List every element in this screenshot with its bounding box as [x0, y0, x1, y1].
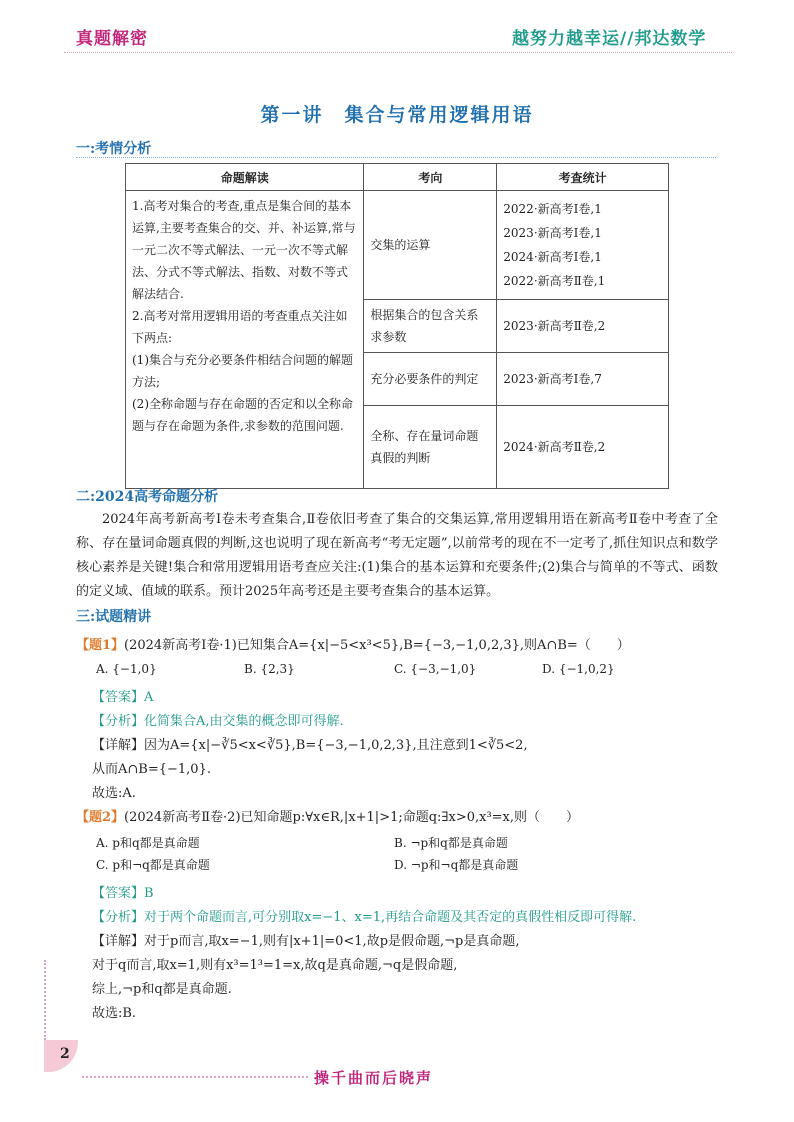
question-tag: 【题1】 [76, 638, 125, 653]
detail-line: 从而A∩B={−1,0}. [92, 762, 211, 777]
table-row [126, 191, 669, 300]
topic-cell: 充分必要条件的判定 [364, 353, 497, 406]
topic-cell: 全称、存在量词命题真假的判断 [364, 406, 497, 489]
stats-cell [497, 191, 669, 300]
option-a: A. p和q都是真命题 [96, 836, 200, 850]
detail-line: 【详解】对于p而言,取x=−1,则有|x+1|=0<1,故p是假命题,¬p是真命题, [92, 934, 520, 949]
header-divider [64, 52, 732, 53]
question-tag: 【题2】 [76, 810, 125, 825]
table-header-row [126, 164, 669, 191]
stat-line: 2023·新高考Ⅰ卷,1 [503, 226, 602, 240]
detail-line: 对于q而言,取x=1,则有x³=1³=1=x,故q是真命题,¬q是假命题, [92, 958, 458, 973]
interpretation-cell [126, 191, 364, 489]
option-d: D. {−1,0,2} [542, 662, 615, 676]
detail-line: 【详解】因为A={x|−∛5<x<∛5},B={−3,−1,0,2,3},且注意到1<∛5<2, [92, 738, 528, 753]
exam-analysis-table [125, 163, 669, 489]
option-c: C. p和¬q都是真命题 [96, 858, 210, 872]
option-c: C. {−3,−1,0} [394, 662, 477, 676]
header-right-slogan: 越努力越幸运//邦达数学 [512, 29, 707, 49]
page-title: 第一讲 集合与常用逻辑用语 [260, 104, 534, 126]
answer-label: 【答案】B [92, 886, 154, 901]
detail-line: 故选:B. [92, 1006, 137, 1021]
margin-decoration [44, 960, 46, 1040]
section-heading-problems: 三:试题精讲 [76, 609, 152, 625]
stat-line: 2023·新高考Ⅰ卷,7 [503, 372, 602, 386]
header-left-title: 真题解密 [76, 29, 148, 49]
table-header-cell: 命题解读 [126, 164, 364, 191]
question-1-stem [76, 634, 630, 653]
question-text: (2024新高考Ⅰ卷·1)已知集合A={x|−5<x³<5},B={−3,−1,0,2,3},则A∩B=（ ） [124, 638, 630, 653]
footer-motto: 操千曲而后晓声 [314, 1069, 434, 1087]
question-text: (2024新高考Ⅱ卷·2)已知命题p:∀x∈R,|x+1|>1;命题q:∃x>0,x³=x,则（ ） [124, 810, 580, 825]
stats-cell [497, 300, 669, 353]
option-b: B. {2,3} [244, 662, 295, 676]
stats-cell [497, 406, 669, 489]
analysis-label: 【分析】对于两个命题而言,可分别取x=−1、x=1,再结合命题及其否定的真假性相反即可得解. [92, 910, 637, 925]
interpretation-paragraph: (1)集合与充分必要条件相结合问题的解题方法; [132, 353, 353, 389]
topic-cell: 交集的运算 [364, 191, 497, 300]
stat-line: 2023·新高考Ⅱ卷,2 [503, 319, 606, 333]
analysis-label: 【分析】化简集合A,由交集的概念即可得解. [92, 714, 344, 729]
interpretation-paragraph: 2.高考对常用逻辑用语的考查重点关注如下两点: [132, 309, 348, 345]
stat-line: 2022·新高考Ⅱ卷,1 [503, 274, 606, 288]
stat-line: 2024·新高考Ⅱ卷,2 [503, 440, 606, 454]
topic-cell: 根据集合的包含关系求参数 [364, 300, 497, 353]
answer-label: 【答案】A [92, 690, 154, 705]
footer-divider [82, 1076, 308, 1078]
option-b: B. ¬p和q都是真命题 [394, 836, 508, 850]
stat-line: 2024·新高考Ⅰ卷,1 [503, 250, 602, 264]
detail-line: 故选:A. [92, 786, 136, 801]
section-heading-analysis: 一:考情分析 [76, 141, 152, 157]
detail-line: 综上,¬p和q都是真命题. [92, 982, 232, 997]
table-header-cell: 考向 [364, 164, 497, 191]
section-heading-2024: 二:2024高考命题分析 [76, 489, 219, 505]
analysis-paragraph: 2024年高考新高考Ⅰ卷未考查集合,Ⅱ卷依旧考查了集合的交集运算,常用逻辑用语在新高考Ⅱ卷中考查了全称、存在量词命题真假的判断,这也说明了现在新高考“考无定题”,以前常考的现在不一定考了,抓住知识点和数学核心素养是关键!集合和常用逻辑用语考查应关注:(1)集合的基本运算和充要条件;(2)集合与简单的不等式、函数的定义域、值域的联系。预计2025年高考还是主要考查集合的基本运算。 [76, 512, 718, 599]
option-a: A. {−1,0} [96, 662, 157, 676]
option-d: D. ¬p和¬q都是真命题 [394, 858, 519, 872]
table-header-cell: 考查统计 [497, 164, 669, 191]
stats-cell [497, 353, 669, 406]
stat-line: 2022·新高考Ⅰ卷,1 [503, 202, 602, 216]
section-divider [76, 157, 716, 158]
interpretation-paragraph: 1.高考对集合的考查,重点是集合间的基本运算,主要考查集合的交、并、补运算,常与一元二次不等式解法、一元一次不等式解法、分式不等式解法、指数、对数不等式解法结合. [132, 199, 356, 301]
question-2-stem [76, 806, 579, 825]
page-number: 2 [60, 1046, 70, 1062]
interpretation-paragraph: (2)全称命题与存在命题的否定和以全称命题与存在命题为条件,求参数的范围问题. [132, 397, 353, 433]
